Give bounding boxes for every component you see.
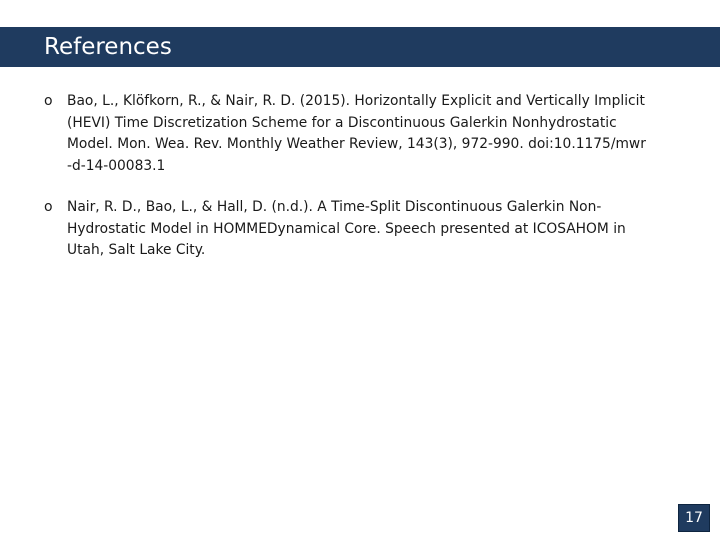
bullet-icon: o xyxy=(44,93,53,109)
reference-text xyxy=(67,197,697,262)
reference-line: -d-14-00083.1 xyxy=(67,157,166,174)
reference-line: Model. Mon. Wea. Rev. Monthly Weather Review, 143(3), 972-990. doi:10.1175/mwr xyxy=(67,136,646,152)
slide-title: References xyxy=(44,34,172,60)
bullet-icon: o xyxy=(44,199,53,215)
reference-line: Hydrostatic Model in HOMMEDynamical Core. Speech presented at ICOSAHOM in xyxy=(67,220,626,237)
reference-text xyxy=(67,91,697,177)
reference-line: (HEVI) Time Discretization Scheme for a Discontinuous Galerkin Nonhydrostatic xyxy=(67,114,617,131)
reference-line: Bao, L., Klöfkorn, R., & Nair, R. D. (2015). Horizontally Explicit and Vertically Implicit xyxy=(67,93,645,109)
page-number: 17 xyxy=(685,510,703,526)
reference-line: Nair, R. D., Bao, L., & Hall, D. (n.d.). A Time-Split Discontinuous Galerkin Non- xyxy=(67,199,602,215)
reference-line: Utah, Salt Lake City. xyxy=(67,242,206,258)
page-number-badge xyxy=(678,504,710,532)
title-bar xyxy=(0,27,720,67)
